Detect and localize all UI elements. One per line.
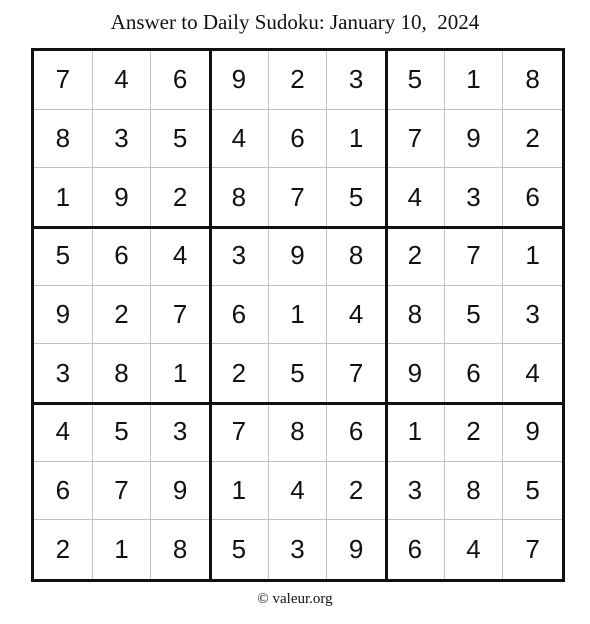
sudoku-cell-r5c2: 2 xyxy=(93,286,152,345)
sudoku-cell-r1c9: 8 xyxy=(503,51,562,110)
sudoku-cell-r4c8: 7 xyxy=(445,227,504,286)
box-divider-vertical-2 xyxy=(385,51,388,579)
sudoku-cell-r4c7: 2 xyxy=(386,227,445,286)
sudoku-cell-r1c5: 2 xyxy=(269,51,328,110)
sudoku-cell-r8c5: 4 xyxy=(269,462,328,521)
sudoku-cell-r3c8: 3 xyxy=(445,168,504,227)
sudoku-cell-r4c1: 5 xyxy=(34,227,93,286)
sudoku-cell-r7c7: 1 xyxy=(386,403,445,462)
sudoku-cell-r4c3: 4 xyxy=(151,227,210,286)
sudoku-cell-r6c3: 1 xyxy=(151,344,210,403)
sudoku-cell-r6c6: 7 xyxy=(327,344,386,403)
sudoku-cell-r2c8: 9 xyxy=(445,110,504,169)
sudoku-cell-r9c2: 1 xyxy=(93,520,152,579)
box-divider-horizontal-2 xyxy=(34,402,562,405)
sudoku-cell-r5c7: 8 xyxy=(386,286,445,345)
sudoku-cell-r9c5: 3 xyxy=(269,520,328,579)
sudoku-cell-r3c3: 2 xyxy=(151,168,210,227)
sudoku-cell-r5c3: 7 xyxy=(151,286,210,345)
sudoku-cell-r6c5: 5 xyxy=(269,344,328,403)
sudoku-cell-r1c8: 1 xyxy=(445,51,504,110)
sudoku-cell-r5c1: 9 xyxy=(34,286,93,345)
puzzle-title: Answer to Daily Sudoku: January 10, 2024 xyxy=(110,10,480,34)
sudoku-cell-r4c6: 8 xyxy=(327,227,386,286)
sudoku-cell-r2c5: 6 xyxy=(269,110,328,169)
sudoku-cell-r1c2: 4 xyxy=(93,51,152,110)
sudoku-cell-r9c8: 4 xyxy=(445,520,504,579)
sudoku-cell-r3c1: 1 xyxy=(34,168,93,227)
sudoku-cell-r5c8: 5 xyxy=(445,286,504,345)
sudoku-cell-r4c4: 3 xyxy=(210,227,269,286)
box-divider-horizontal-1 xyxy=(34,226,562,229)
sudoku-cell-r9c7: 6 xyxy=(386,520,445,579)
sudoku-cell-r5c4: 6 xyxy=(210,286,269,345)
sudoku-cell-r7c9: 9 xyxy=(503,403,562,462)
sudoku-cell-r3c7: 4 xyxy=(386,168,445,227)
sudoku-cell-r6c8: 6 xyxy=(445,344,504,403)
sudoku-cell-r1c3: 6 xyxy=(151,51,210,110)
sudoku-cell-r6c2: 8 xyxy=(93,344,152,403)
sudoku-cell-r9c3: 8 xyxy=(151,520,210,579)
sudoku-cell-r3c9: 6 xyxy=(503,168,562,227)
sudoku-cell-r2c4: 4 xyxy=(210,110,269,169)
sudoku-cell-r7c6: 6 xyxy=(327,403,386,462)
sudoku-cell-r4c9: 1 xyxy=(503,227,562,286)
sudoku-cell-r2c9: 2 xyxy=(503,110,562,169)
sudoku-board xyxy=(31,48,565,582)
sudoku-cell-r7c5: 8 xyxy=(269,403,328,462)
sudoku-cell-r5c6: 4 xyxy=(327,286,386,345)
sudoku-cell-r5c5: 1 xyxy=(269,286,328,345)
sudoku-cell-r2c6: 1 xyxy=(327,110,386,169)
sudoku-cell-r9c6: 9 xyxy=(327,520,386,579)
copyright-footer: © valeur.org xyxy=(257,591,333,607)
sudoku-cell-r8c2: 7 xyxy=(93,462,152,521)
sudoku-cell-r7c8: 2 xyxy=(445,403,504,462)
sudoku-cell-r3c2: 9 xyxy=(93,168,152,227)
sudoku-cell-r7c1: 4 xyxy=(34,403,93,462)
sudoku-cell-r1c6: 3 xyxy=(327,51,386,110)
sudoku-cell-r6c1: 3 xyxy=(34,344,93,403)
sudoku-cell-r2c3: 5 xyxy=(151,110,210,169)
sudoku-cell-r3c4: 8 xyxy=(210,168,269,227)
sudoku-cell-r8c4: 1 xyxy=(210,462,269,521)
sudoku-grid xyxy=(34,51,562,579)
box-divider-vertical-1 xyxy=(209,51,212,579)
sudoku-cell-r8c3: 9 xyxy=(151,462,210,521)
sudoku-cell-r4c2: 6 xyxy=(93,227,152,286)
sudoku-cell-r7c2: 5 xyxy=(93,403,152,462)
sudoku-cell-r2c7: 7 xyxy=(386,110,445,169)
sudoku-cell-r3c5: 7 xyxy=(269,168,328,227)
sudoku-cell-r7c3: 3 xyxy=(151,403,210,462)
sudoku-cell-r1c4: 9 xyxy=(210,51,269,110)
sudoku-cell-r9c9: 7 xyxy=(525,534,540,565)
sudoku-cell-r7c4: 7 xyxy=(210,403,269,462)
sudoku-cell-r6c9: 4 xyxy=(503,344,562,403)
sudoku-cell-r2c1: 8 xyxy=(34,110,93,169)
sudoku-cell-r8c8: 8 xyxy=(445,462,504,521)
sudoku-cell-r8c1: 6 xyxy=(34,462,93,521)
sudoku-cell-r5c9: 3 xyxy=(503,286,562,345)
sudoku-cell-r9c1: 2 xyxy=(34,520,93,579)
sudoku-cell-r8c7: 3 xyxy=(386,462,445,521)
sudoku-cell-r1c1: 7 xyxy=(34,51,93,110)
sudoku-cell-r8c6: 2 xyxy=(327,462,386,521)
sudoku-cell-r3c6: 5 xyxy=(327,168,386,227)
sudoku-cell-r4c5: 9 xyxy=(269,227,328,286)
sudoku-cell-r6c7: 9 xyxy=(386,344,445,403)
sudoku-cell-r8c9: 5 xyxy=(503,462,562,521)
sudoku-cell-r1c7: 5 xyxy=(386,51,445,110)
sudoku-cell-r6c4: 2 xyxy=(210,344,269,403)
sudoku-cell-r2c2: 3 xyxy=(93,110,152,169)
sudoku-cell-r9c4: 5 xyxy=(210,520,269,579)
